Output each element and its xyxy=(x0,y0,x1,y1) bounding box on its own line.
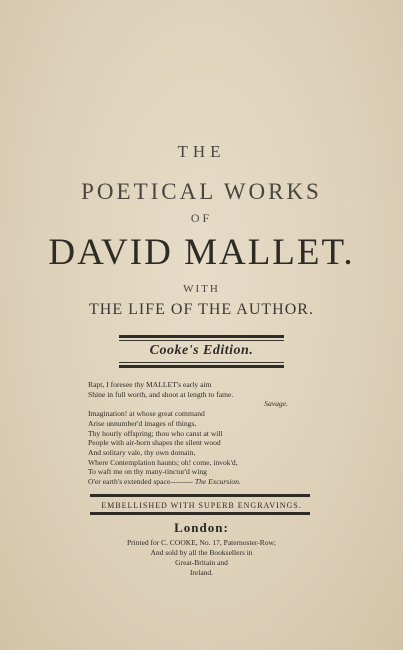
epigraph-line: O'er earth's extended space--------- xyxy=(88,477,193,487)
edition-rule-bottom-thin xyxy=(119,362,284,363)
epigraph xyxy=(88,380,288,487)
imprint-line: Ireland. xyxy=(189,568,214,577)
epigraph-last-line xyxy=(88,477,288,487)
edition-label: Cooke's Edition. xyxy=(149,343,254,358)
imprint-line: And sold by all the Booksellers in xyxy=(150,548,253,557)
epigraph-line: Shine in full worth, and shoot at length to fame. xyxy=(88,389,234,399)
imprint-line: Great-Britain and xyxy=(175,558,228,567)
epigraph-line: Arise unnumber'd images of things, xyxy=(88,418,197,428)
title-with: WITH xyxy=(183,283,220,295)
embellished-line: EMBELLISHED WITH SUPERB ENGRAVINGS. xyxy=(101,501,302,510)
edition-rule-top-thin xyxy=(119,340,284,341)
title-author: DAVID MALLET. xyxy=(48,232,355,273)
epigraph-line: To waft me on thy many-tinctur'd wing xyxy=(88,467,207,477)
epigraph-attribution: Savage. xyxy=(264,399,288,409)
title-of: OF xyxy=(190,211,213,225)
imprint-line: Printed for C. COOKE, No. 17, Paternoster-Row; xyxy=(126,538,276,547)
epigraph-line: Rapt, I foresee thy MALLET's early aim xyxy=(88,380,212,389)
edition-rule-top xyxy=(119,335,284,338)
epigraph-attribution: The Excursion. xyxy=(194,477,241,487)
title-poetical-works: POETICAL WORKS xyxy=(81,179,322,204)
edition-rule-bottom xyxy=(119,365,284,368)
epigraph-line: Imagination! at whose great command xyxy=(88,409,205,419)
epigraph-line: And solitary vale, thy own domain, xyxy=(88,447,196,457)
embellished-rule-top xyxy=(90,494,310,497)
title-the: THE xyxy=(177,142,226,161)
embellished-rule-bottom xyxy=(90,512,310,515)
title-life-of-author: THE LIFE OF THE AUTHOR. xyxy=(89,301,314,318)
epigraph-line: Where Contemplation haunts; oh! come, invok'd, xyxy=(88,457,238,467)
imprint-city: London: xyxy=(174,520,229,535)
epigraph-line: People with air-born shapes the silent wood xyxy=(88,438,221,448)
epigraph-line: Thy hourly offspring; thou who canst at will xyxy=(88,428,223,438)
